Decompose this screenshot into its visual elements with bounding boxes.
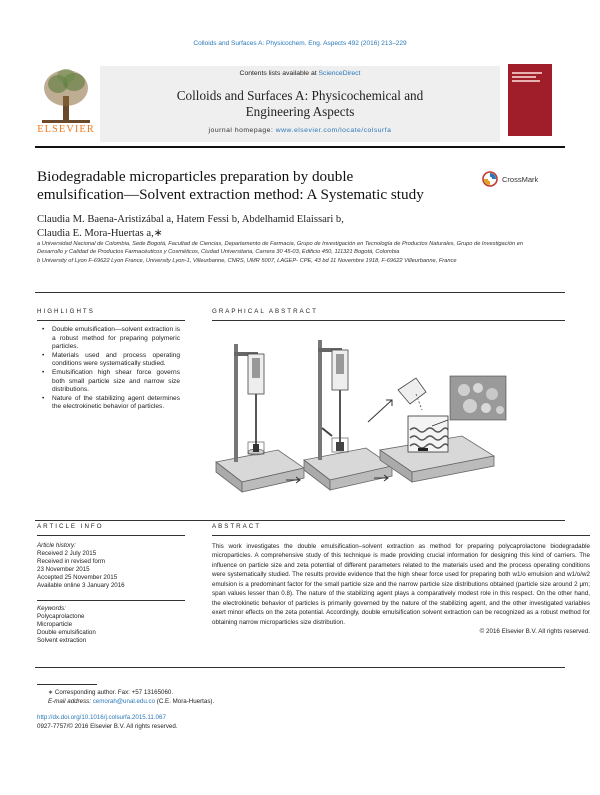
- highlight-item: • Emulsification high shear force governs both small particle size and narrow size distributions.: [40, 369, 180, 395]
- crossmark-label: CrossMark: [502, 174, 539, 184]
- homogenizer-2: [318, 340, 348, 460]
- journal-title-line-1: Colloids and Surfaces A: Physicochemical and: [176, 88, 424, 103]
- crossmark-icon: [482, 171, 498, 187]
- highlight-item: • Materials used and process operating conditions were systematically studied.: [40, 352, 180, 369]
- graphical-abstract-image[interactable]: [212, 330, 520, 510]
- article-title-line-2: emulsification—Solvent extraction method: A Systematic study: [37, 186, 424, 203]
- history-received: Received 2 July 2015: [37, 549, 97, 557]
- affiliation-b: b University of Lyon F-69622 Lyon France, University Lyon-1, Villeurbanne, CNRS, UMR 5007, LAGEP- CPE, 43 bd 11 Novembre 1918, F-69622 Villeurbanne, France: [37, 257, 457, 264]
- contents-prefix: Contents lists available at: [239, 70, 319, 77]
- keyword-item: Solvent extraction: [37, 636, 87, 644]
- history-online: Available online 3 January 2016: [37, 581, 125, 589]
- abstract-body: [212, 542, 590, 637]
- email-name: (C.E. Mora-Huertas).: [155, 698, 215, 705]
- abstract-copyright: © 2016 Elsevier B.V. All rights reserved.: [479, 628, 590, 636]
- history-revised-1: Received in revised form: [37, 557, 106, 565]
- article-info-rule: [37, 535, 185, 536]
- sem-micrograph-inset: [450, 376, 506, 420]
- homepage-label: journal homepage:: [208, 127, 276, 134]
- graphical-abstract-bottom-rule: [35, 520, 565, 521]
- corresponding-footnote: [48, 688, 448, 706]
- stirrer-plate-2: [304, 448, 392, 490]
- email-label: E-mail address:: [48, 698, 93, 705]
- journal-citation[interactable]: Colloids and Surfaces A: Physicochem. Eng. Aspects 492 (2016) 213–229: [193, 40, 407, 47]
- header-rule: [35, 146, 565, 148]
- history-revised-2: 23 November 2015: [37, 565, 90, 573]
- article-history: [37, 542, 187, 589]
- journal-homepage: [100, 127, 500, 134]
- contents-line: [100, 70, 500, 77]
- affiliation-rule: [35, 292, 565, 293]
- pouring-flask: [398, 378, 426, 410]
- history-accepted: Accepted 25 November 2015: [37, 573, 118, 581]
- sciencedirect-link[interactable]: ScienceDirect: [318, 70, 361, 77]
- abstract-text: This work investigates the double emulsification–solvent extraction as method for preparing polycaprolactone biodegradable microparticles. A comprehensive study of this technique is made providing crucial information for designing this kind of carriers. The influence on particle size and zeta potential of different parameters related to the materials used and the process operating conditions were systematically studied. The results provide evidence that the high shear force used for preparing both w1/o emulsion and w1/o/w2 emulsion is a predominant factor for the small particle size and the narrow particle size distributions obtained (particle size around 2 μm; span values lesser than 0.8). The nature of the stabilizing agent plays a comparatively modest role in this respect. On the other hand, the electrokinetic behavior of particles is primarily governed by the nature of the stabilizing agent, and the other investigated variables exert minor effects on the zeta potential. Accordingly, double emulsification solvent extraction can be recognized as a robust method for obtaining narrow microparticles size distribution.: [212, 543, 590, 626]
- elsevier-wordmark[interactable]: ELSEVIER: [37, 124, 95, 135]
- highlights-list: [40, 326, 180, 412]
- authors: [37, 213, 457, 241]
- authors-line-1: Claudia M. Baena-Aristizábal a, Hatem Fessi b, Abdelhamid Elaissari b,: [37, 214, 344, 225]
- keyword-item: Microparticle: [37, 620, 73, 628]
- corresponding-author: ∗ Corresponding author. Fax: +57 13165060.: [48, 689, 174, 696]
- email-link[interactable]: cemorah@unal.edu.co: [92, 698, 156, 705]
- keywords: [37, 605, 187, 645]
- abstract-heading: ABSTRACT: [212, 523, 262, 530]
- graphical-abstract-rule: [212, 320, 565, 321]
- journal-cover-thumbnail[interactable]: [508, 64, 552, 136]
- abstract-bottom-rule: [35, 667, 565, 668]
- keyword-item: Polycaprolactone: [37, 612, 85, 620]
- homogenizer-1: [234, 344, 264, 462]
- affiliation-a: a Universidad Nacional de Colombia, Sede Bogotá, Facultad de Ciencias, Departamento de Farmacia, Grupo de Investigación en Tecnología de Productos Naturales, Grupo de Investigación en Desarrollo y Calidad de Productos Farmacéuticos y Cosméticos, Ciudad Universitaria, Carrera 30 45-03, Edificio 450, 111321 Bogotá, Colombia: [37, 241, 524, 256]
- journal-title-line-2: Engineering Aspects: [245, 104, 355, 119]
- crossmark-badge[interactable]: [482, 170, 552, 190]
- highlight-item: • Double emulsification—solvent extraction is a robust method for preparing polymeric particles.: [40, 326, 180, 352]
- history-label: Article history:: [37, 542, 76, 549]
- arrow-3: [368, 400, 392, 422]
- extraction-beaker: [408, 416, 448, 452]
- stirrer-plate-1: [216, 450, 304, 492]
- highlight-item: • Nature of the stabilizing agent determines the electrokinetic behavior of particles.: [40, 395, 180, 412]
- journal-title[interactable]: [100, 88, 500, 120]
- affiliations: [37, 240, 537, 265]
- keyword-item: Double emulsification: [37, 628, 96, 636]
- homepage-link[interactable]: www.elsevier.com/locate/colsurfa: [275, 127, 392, 134]
- keywords-rule: [37, 600, 185, 601]
- article-title: [37, 168, 477, 204]
- authors-line-2: Claudia E. Mora-Huertas a,∗: [37, 228, 163, 239]
- doi-link[interactable]: http://dx.doi.org/10.1016/j.colsurfa.2015.11.067: [37, 714, 166, 721]
- keywords-label: Keywords:: [37, 605, 66, 612]
- abstract-rule: [212, 535, 590, 536]
- issn-line: 0927-7757/© 2016 Elsevier B.V. All rights reserved.: [37, 723, 178, 730]
- article-title-line-1: Biodegradable microparticles preparation by double: [37, 168, 354, 185]
- highlights-rule: [37, 320, 185, 321]
- footnote-rule: [37, 684, 97, 685]
- graphical-abstract-heading: GRAPHICAL ABSTRACT: [212, 308, 318, 315]
- highlights-heading: HIGHLIGHTS: [37, 308, 95, 315]
- article-info-heading: ARTICLE INFO: [37, 523, 104, 530]
- elsevier-tree-logo: [36, 66, 96, 126]
- doi-block: [37, 713, 437, 731]
